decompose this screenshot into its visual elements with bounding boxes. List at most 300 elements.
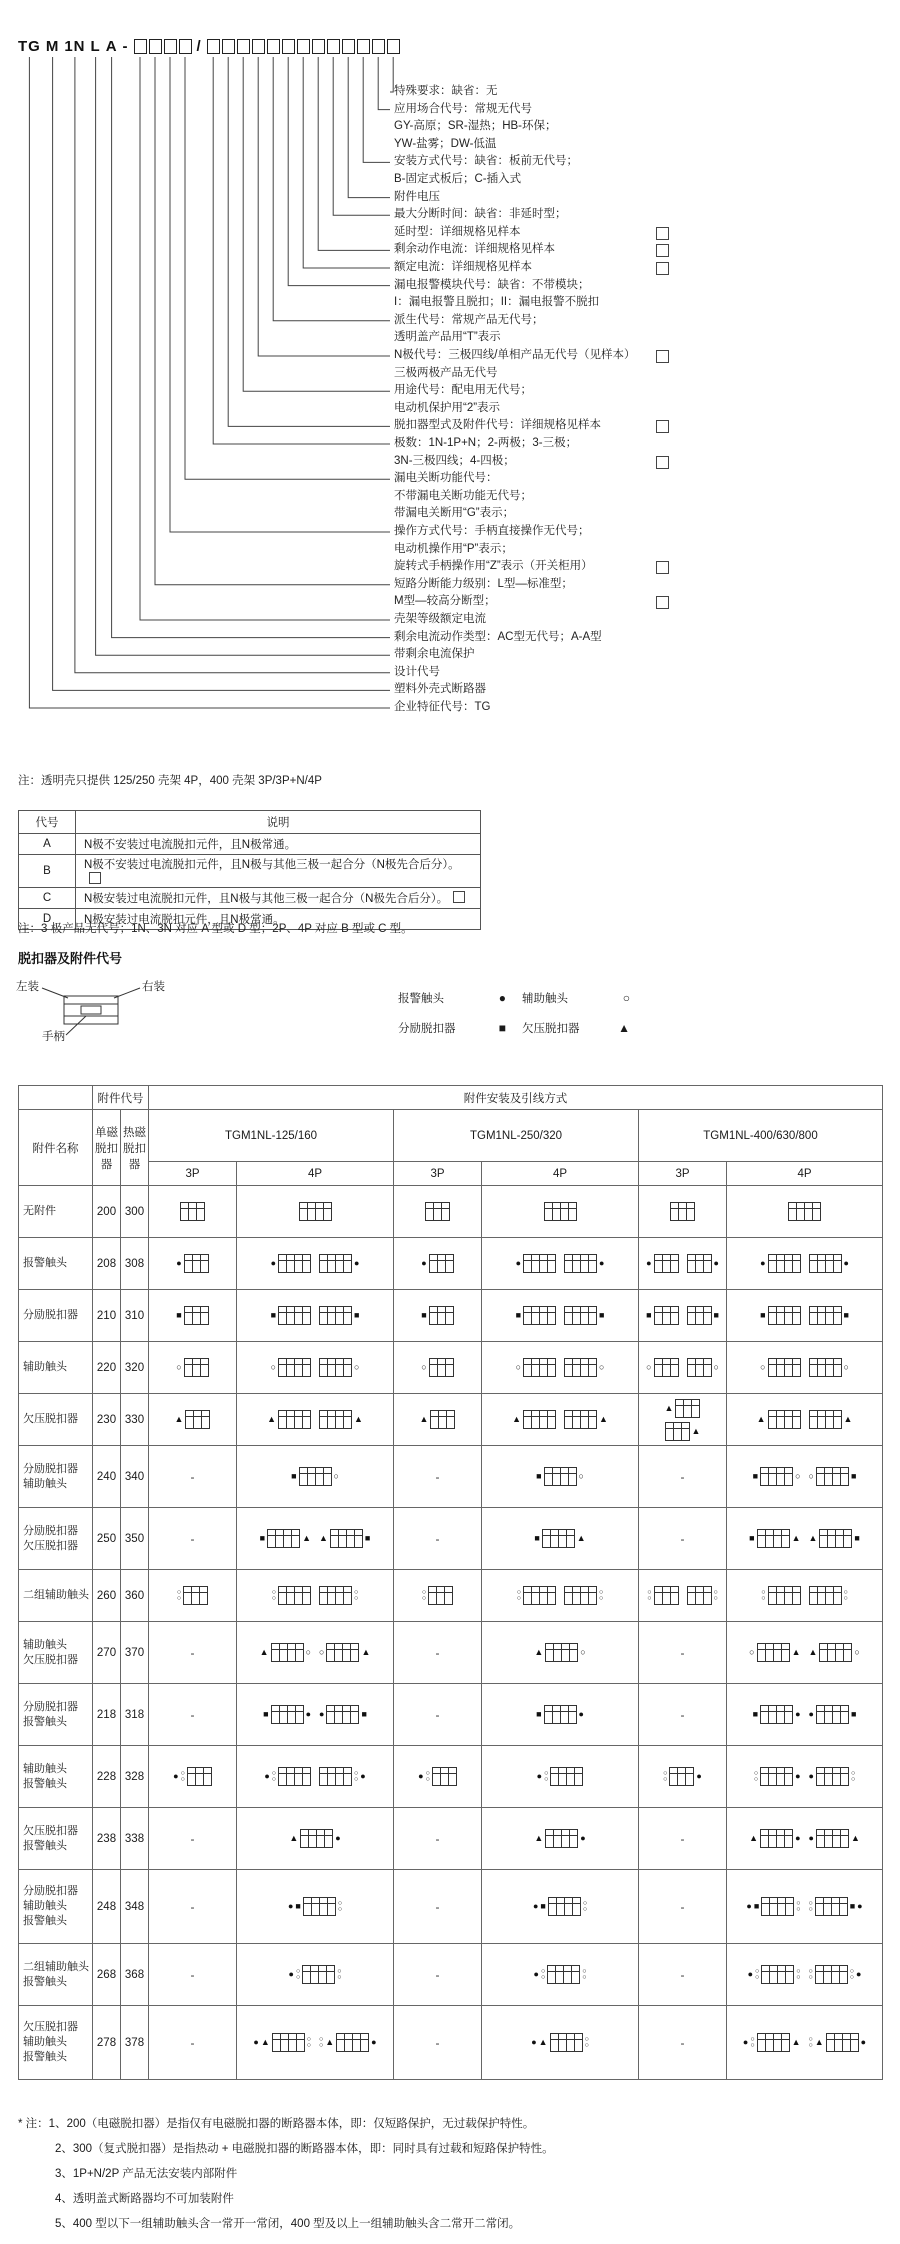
callout-text: 带剩余电流保护	[394, 648, 475, 660]
breaker-glyph-4p	[302, 1965, 335, 1984]
accessory-install-diagram	[267, 1410, 311, 1429]
breaker-glyph-4p	[523, 1410, 556, 1429]
breaker-glyph-3p	[665, 1422, 690, 1441]
accessory-install-diagram	[743, 2033, 801, 2052]
callout-line	[53, 57, 390, 690]
diagram-cell	[727, 1508, 883, 1570]
alarm-contact-symbol: ●	[176, 1258, 182, 1268]
accessory-single-code: 240	[93, 1446, 121, 1508]
breaker-glyph-4p	[299, 1202, 332, 1221]
diagram-cell	[394, 1746, 482, 1808]
breaker-glyph-4p	[768, 1254, 801, 1273]
alarm-contact-symbol: ●	[319, 1709, 325, 1719]
accessory-install-diagram	[271, 1254, 311, 1273]
breaker-glyph-4p	[816, 1467, 849, 1486]
pole-row	[19, 888, 481, 909]
breaker-glyph-3p	[432, 1767, 457, 1786]
accessory-install-diagram	[761, 1586, 800, 1605]
double-aux-contact-symbol: ○ ○	[713, 1588, 718, 1602]
breaker-outline	[64, 996, 118, 1024]
acc-header-pole: 3P	[394, 1162, 482, 1186]
breaker-glyph-4p	[815, 1897, 848, 1916]
accessory-name-cell	[19, 1290, 93, 1342]
callout-text: 剩余电流动作类型：AC型无代号；A-A型	[394, 631, 602, 643]
accessory-install-diagram	[670, 1202, 695, 1221]
accessory-row	[19, 1186, 883, 1238]
aux-contact-symbol: ○	[580, 1647, 586, 1657]
acc-header-code: 附件代号	[93, 1086, 149, 1110]
accessory-install-diagram	[291, 1467, 339, 1486]
model-code-char: A	[105, 38, 118, 55]
callout-line	[333, 57, 390, 215]
pole-header-row	[19, 811, 481, 834]
model-code	[18, 38, 400, 55]
diagram-cell	[237, 1944, 394, 2006]
acc-header-name: 附件名称	[19, 1110, 93, 1186]
aux-contact-symbol: ○	[760, 1362, 766, 1372]
model-code-box	[372, 39, 385, 54]
breaker-glyph-4p	[809, 1586, 842, 1605]
breaker-glyph-4p	[760, 1705, 793, 1724]
breaker-glyph-4p	[548, 1897, 581, 1916]
callout-line	[348, 57, 390, 198]
accessory-single-code: 200	[93, 1186, 121, 1238]
double-aux-contact-symbol: ○ ○	[337, 1899, 343, 1913]
acc-header-frame: TGM1NL-125/160	[149, 1110, 394, 1162]
accessory-thermal-code: 328	[121, 1746, 149, 1808]
breaker-glyph-4p	[760, 1767, 793, 1786]
double-aux-contact-symbol: ○ ○	[584, 2035, 589, 2049]
model-code-box	[342, 39, 355, 54]
accessory-install-diagram	[289, 1829, 340, 1848]
accessory-install-diagram	[647, 1586, 678, 1605]
breaker-glyph-4p	[278, 1254, 311, 1273]
spec-ref-box	[656, 262, 669, 275]
breaker-glyph-3p	[184, 1306, 209, 1325]
diagram-cell	[727, 1394, 883, 1446]
accessory-name: 报警触头	[23, 1257, 67, 1269]
breaker-glyph-4p	[523, 1586, 556, 1605]
symbol-legend	[398, 990, 646, 1036]
acc-header-pole: 4P	[727, 1162, 883, 1186]
shunt-release-symbol: ■	[749, 1533, 755, 1543]
shunt-release-symbol: ■	[760, 1310, 766, 1320]
diagram-cell	[639, 1394, 727, 1446]
accessory-name-cell	[19, 2006, 93, 2080]
shunt-release-symbol: ■	[263, 1709, 269, 1719]
mount-right-label: 右装	[142, 981, 165, 993]
callout-text: 不带漏电关断功能无代号；	[394, 490, 532, 502]
diagram-cell	[237, 1746, 394, 1808]
undervoltage-release-symbol: ▲	[850, 1833, 860, 1843]
diagram-cell	[149, 1290, 237, 1342]
callout-text: 带漏电关断用“G”表示；	[394, 507, 515, 519]
undervoltage-release-symbol: ▲	[791, 1647, 801, 1657]
diagram-cell	[727, 1808, 883, 1870]
accessory-single-code: 248	[93, 1870, 121, 1944]
shunt-release-symbol: ■	[540, 1901, 546, 1911]
breaker-glyph-4p	[757, 1643, 790, 1662]
shunt-release-symbol: ■	[295, 1901, 301, 1911]
aux-contact-symbol: ○	[305, 1647, 311, 1657]
callout-text: 派生代号：常规产品无代号；	[394, 314, 544, 326]
accessory-name: 二组辅助触头	[23, 1589, 89, 1601]
accessory-single-code: 278	[93, 2006, 121, 2080]
callout-text: 电动机保护用“2”表示	[394, 402, 501, 414]
breaker-glyph-3p	[670, 1202, 695, 1221]
not-available-dash: -	[190, 1531, 195, 1546]
code-note: 注：透明壳只提供 125/250 壳架 4P，400 壳架 3P/3P+N/4P	[18, 775, 322, 787]
spec-ref-box	[656, 596, 669, 609]
not-available-dash: -	[435, 1469, 440, 1484]
callout-text: 壳架等级额定电流	[394, 613, 486, 625]
diagram-cell	[394, 1870, 482, 1944]
accessory-row	[19, 1746, 883, 1808]
callout-text: 极数：1N-1P+N；2-两极；3-三极；	[394, 437, 578, 449]
legend-item	[522, 1020, 646, 1036]
double-aux-contact-symbol: ○ ○	[796, 1967, 801, 1981]
accessory-row	[19, 1394, 883, 1446]
breaker-glyph-4p	[550, 2033, 583, 2052]
callout-text: M型—较高分断型；	[394, 595, 496, 607]
model-code-box	[297, 39, 310, 54]
undervoltage-release-symbol: ▲	[267, 1414, 276, 1424]
footnote-prefix: * 注：	[18, 2118, 49, 2130]
callout-text: 三极两极产品无代号	[394, 367, 498, 379]
accessory-install-diagram	[420, 1410, 456, 1429]
accessory-install-diagram	[809, 1529, 860, 1548]
alarm-contact-symbol: ●	[599, 1258, 605, 1268]
breaker-glyph-4p	[326, 1643, 359, 1662]
accessory-install-diagram	[749, 1529, 800, 1548]
footnote-text: 2、300（复式脱扣器）是指热动 + 电磁脱扣器的断路器本体，即：同时具有过载和短路保护特性。	[55, 2143, 554, 2155]
callout-line	[155, 57, 390, 585]
accessory-single-code: 208	[93, 1238, 121, 1290]
accessory-install-diagram	[809, 1829, 860, 1848]
not-available-dash: -	[680, 1531, 685, 1546]
pole-row	[19, 834, 481, 855]
double-aux-contact-symbol: ○ ○	[271, 1769, 276, 1783]
accessory-install-diagram	[809, 1358, 849, 1377]
accessory-install-diagram	[809, 1705, 857, 1724]
acc-tbody	[19, 1186, 883, 2080]
shunt-release-symbol: ■	[421, 1310, 427, 1320]
accessory-install-diagram	[175, 1410, 211, 1429]
accessory-install-diagram	[516, 1358, 556, 1377]
double-aux-contact-symbol: ○ ○	[295, 1967, 301, 1981]
mount-handle-line	[66, 1016, 86, 1035]
alarm-contact-symbol: ●	[696, 1771, 702, 1781]
accessory-install-diagram	[289, 1965, 342, 1984]
accessory-thermal-code: 310	[121, 1290, 149, 1342]
diagram-cell	[727, 1290, 883, 1342]
diagram-cell	[149, 1570, 237, 1622]
accessory-single-code: 220	[93, 1342, 121, 1394]
undervoltage-release-symbol: ▲	[260, 2037, 270, 2047]
spec-ref-box	[656, 227, 669, 240]
accessory-row	[19, 1684, 883, 1746]
model-code-separator: /	[196, 38, 202, 55]
accessory-install-diagram	[299, 1202, 332, 1221]
breaker-glyph-3p	[687, 1254, 712, 1273]
callout-text: B-固定式板后；C-插入式	[394, 173, 522, 185]
accessory-row	[19, 1342, 883, 1394]
legend-item	[522, 990, 646, 1006]
shunt-release-symbol: ■	[849, 1901, 856, 1911]
accessory-install-diagram	[319, 1306, 359, 1325]
spec-ref-box	[656, 244, 669, 257]
alarm-contact-symbol: ●	[288, 1969, 294, 1979]
diagram-cell	[237, 1870, 394, 1944]
undervoltage-release-symbol: ▲	[538, 2037, 548, 2047]
double-aux-contact-symbol: ○ ○	[337, 1967, 342, 1981]
breaker-glyph-4p	[815, 1965, 848, 1984]
breaker-glyph-4p	[760, 1467, 793, 1486]
aux-contact-symbol: ○	[333, 1471, 339, 1481]
aux-contact-symbol: ○	[421, 1362, 427, 1372]
diagram-cell	[639, 1944, 727, 2006]
double-aux-contact-symbol: ○ ○	[755, 1967, 760, 1981]
accessory-thermal-code: 340	[121, 1446, 149, 1508]
accessory-install-diagram	[788, 1202, 821, 1221]
shunt-release-symbol: ■	[850, 1709, 857, 1719]
breaker-glyph-4p	[336, 2033, 369, 2052]
shunt-release-symbol: ■	[843, 1310, 849, 1320]
diagram-cell	[639, 1508, 727, 1570]
diagram-cell	[727, 1746, 883, 1808]
alarm-contact-symbol: ●	[335, 1833, 341, 1843]
diagram-cell	[482, 1446, 639, 1508]
spec-ref-box	[89, 872, 101, 884]
breaker-glyph-4p	[788, 1202, 821, 1221]
accessory-install-diagram	[319, 1643, 370, 1662]
not-available-dash: -	[680, 1831, 685, 1846]
accessory-install-diagram	[176, 1306, 208, 1325]
footnotes	[18, 2112, 554, 2237]
model-code-box	[252, 39, 265, 54]
callout-line	[140, 57, 390, 620]
diagram-cell	[639, 1238, 727, 1290]
accessory-install-diagram	[760, 1358, 800, 1377]
accessory-row	[19, 1508, 883, 1570]
accessory-row	[19, 1944, 883, 2006]
accessory-install-diagram	[288, 1897, 342, 1916]
acc-thead	[19, 1086, 883, 1186]
breaker-glyph-3p	[669, 1767, 694, 1786]
accessory-thermal-code: 348	[121, 1870, 149, 1944]
acc-header-pole: 4P	[482, 1162, 639, 1186]
callout-text: 附件电压	[394, 191, 440, 203]
breaker-glyph-4p	[768, 1410, 801, 1429]
callout-text: 应用场合代号：常规无代号	[394, 103, 532, 115]
callout-line	[288, 57, 390, 286]
diagram-cell	[149, 1394, 237, 1446]
shunt-release-symbol: ■	[536, 1471, 542, 1481]
accessory-install-diagram	[516, 1306, 556, 1325]
undervoltage-release-symbol: ▲	[749, 1833, 759, 1843]
accessory-install-diagram	[319, 1705, 367, 1724]
alarm-contact-symbol: ●	[270, 1258, 276, 1268]
aux-contact-symbol: ○	[176, 1362, 182, 1372]
aux-contact-symbol: ○	[515, 1362, 521, 1372]
diagram-cell	[149, 1870, 237, 1944]
model-code-char: L	[90, 38, 101, 55]
alarm-contact-symbol: ●	[646, 1258, 652, 1268]
alarm-contact-symbol: ●	[808, 1709, 814, 1719]
accessory-name-cell	[19, 1746, 93, 1808]
diagram-cell	[237, 1808, 394, 1870]
alarm-contact-symbol: ●	[795, 1833, 801, 1843]
undervoltage-release-symbol: ▲	[259, 1647, 269, 1657]
breaker-glyph-4p	[564, 1254, 597, 1273]
alarm-contact-symbol: ●	[173, 1771, 179, 1781]
double-aux-contact-symbol: ○ ○	[796, 1899, 801, 1913]
breaker-glyph-4p	[523, 1358, 556, 1377]
legend-symbol-3: ■	[498, 1021, 506, 1035]
accessory-row	[19, 1238, 883, 1290]
shunt-release-symbol: ■	[713, 1310, 719, 1320]
not-available-dash: -	[680, 1967, 685, 1982]
accessory-install-diagram	[512, 1410, 556, 1429]
pole-header-cell: 代号	[19, 811, 76, 834]
accessory-install-diagram	[809, 1767, 856, 1786]
double-aux-contact-symbol: ○ ○	[663, 1769, 668, 1783]
accessory-name: 报警触头	[23, 1915, 67, 1927]
legend-item	[398, 990, 522, 1006]
undervoltage-release-symbol: ▲	[691, 1425, 701, 1436]
not-available-dash: -	[190, 2035, 195, 2050]
diagram-cell	[394, 1570, 482, 1622]
model-code-char: 1N	[64, 38, 86, 55]
accessory-row	[19, 1446, 883, 1508]
not-available-dash: -	[435, 1899, 440, 1914]
callout-line	[96, 57, 390, 655]
pole-desc	[76, 888, 481, 909]
callout-line	[390, 57, 393, 92]
breaker-glyph-3p	[654, 1358, 679, 1377]
accessory-name: 报警触头	[23, 1975, 67, 1988]
breaker-glyph-4p	[564, 1358, 597, 1377]
diagram-cell	[149, 1622, 237, 1684]
accessory-install-diagram	[418, 1767, 457, 1786]
accessory-install-diagram	[260, 1643, 311, 1662]
accessory-install-diagram	[749, 1643, 800, 1662]
diagram-cell	[639, 1870, 727, 1944]
double-aux-contact-symbol: ○ ○	[750, 2035, 755, 2049]
double-aux-contact-symbol: ○ ○	[582, 1899, 588, 1913]
breaker-glyph-4p	[319, 1767, 352, 1786]
undervoltage-release-symbol: ▲	[174, 1414, 184, 1424]
accessory-name-cell	[19, 1446, 93, 1508]
acc-header-row-3	[19, 1162, 883, 1186]
double-aux-contact-symbol: ○ ○	[761, 1588, 766, 1602]
pole-desc	[76, 834, 481, 855]
not-available-dash: -	[435, 1967, 440, 1982]
diagram-cell	[482, 1808, 639, 1870]
accessory-install-diagram	[809, 1410, 853, 1429]
breaker-glyph-4p	[809, 1254, 842, 1273]
accessory-install-diagram	[319, 1529, 370, 1548]
accessory-thermal-code: 300	[121, 1186, 149, 1238]
diagram-cell	[394, 1508, 482, 1570]
mount-left-label: 左装	[16, 981, 39, 993]
accessory-install-diagram	[176, 1254, 208, 1273]
double-aux-contact-symbol: ○ ○	[808, 1899, 813, 1913]
callout-text: 剩余动作电流：详细规格见样本	[394, 243, 555, 255]
diagram-cell	[237, 1446, 394, 1508]
alarm-contact-symbol: ●	[742, 2037, 749, 2047]
alarm-contact-symbol: ●	[531, 2037, 537, 2047]
accessory-install-diagram	[319, 1358, 359, 1377]
double-aux-contact-symbol: ○ ○	[516, 1588, 521, 1602]
footnote-line	[18, 2137, 554, 2162]
breaker-glyph-4p	[267, 1529, 300, 1548]
callout-text: 透明盖产品用“T”表示	[394, 331, 501, 343]
breaker-glyph-4p	[542, 1529, 575, 1548]
alarm-contact-symbol: ●	[746, 1901, 752, 1911]
acc-header-thermal-mag: 热磁脱扣器	[121, 1110, 149, 1186]
accessory-thermal-code: 330	[121, 1394, 149, 1446]
diagram-cell	[149, 1684, 237, 1746]
diagram-cell	[149, 1446, 237, 1508]
not-available-dash: -	[680, 1469, 685, 1484]
accessory-install-diagram	[646, 1254, 678, 1273]
accessory-single-code: 210	[93, 1290, 121, 1342]
footnote-line	[18, 2212, 554, 2237]
breaker-glyph-3p	[184, 1358, 209, 1377]
section-title: 脱扣器及附件代号	[18, 951, 123, 966]
accessory-install-diagram	[687, 1358, 719, 1377]
accessory-thermal-code: 308	[121, 1238, 149, 1290]
accessory-install-diagram	[687, 1254, 719, 1273]
callout-line	[228, 57, 390, 426]
accessory-install-diagram	[754, 1767, 801, 1786]
not-available-dash: -	[680, 1707, 685, 1722]
shunt-release-symbol: ■	[176, 1310, 182, 1320]
accessory-install-diagram	[687, 1306, 719, 1325]
breaker-glyph-4p	[816, 1767, 849, 1786]
breaker-glyph-4p	[278, 1306, 311, 1325]
model-code-box	[357, 39, 370, 54]
pole-desc-text: N极安装过电流脱扣元件，且N极常通。	[84, 914, 285, 926]
accessory-name: 分励脱扣器	[23, 1700, 78, 1713]
diagram-cell	[149, 1746, 237, 1808]
shunt-release-symbol: ■	[270, 1310, 276, 1320]
legend-item	[398, 1020, 522, 1036]
not-available-dash: -	[435, 1707, 440, 1722]
undervoltage-release-symbol: ▲	[354, 1414, 363, 1424]
accessory-name: 辅助触头	[23, 1361, 67, 1373]
callout-line	[303, 57, 390, 268]
double-aux-contact-symbol: ○ ○	[544, 1769, 549, 1783]
double-aux-contact-symbol: ○ ○	[599, 1588, 604, 1602]
diagram-cell	[639, 1446, 727, 1508]
diagram-cell	[394, 1944, 482, 2006]
accessory-name: 分励脱扣器	[23, 1524, 78, 1537]
diagram-cell	[394, 1290, 482, 1342]
callout-line	[318, 57, 390, 250]
undervoltage-release-symbol: ▲	[843, 1414, 853, 1424]
breaker-glyph-4p	[564, 1306, 597, 1325]
model-code-box-group	[207, 39, 400, 54]
callout-line	[75, 57, 390, 673]
accessory-install-diagram	[516, 1254, 556, 1273]
legend-label: 分励脱扣器	[398, 1023, 456, 1035]
diagram-cell	[394, 2006, 482, 2080]
callout-text: I：漏电报警且脱扣；II：漏电报警不脱扣	[394, 296, 600, 308]
callout-line	[213, 57, 390, 444]
alarm-contact-symbol: ●	[860, 2037, 867, 2047]
